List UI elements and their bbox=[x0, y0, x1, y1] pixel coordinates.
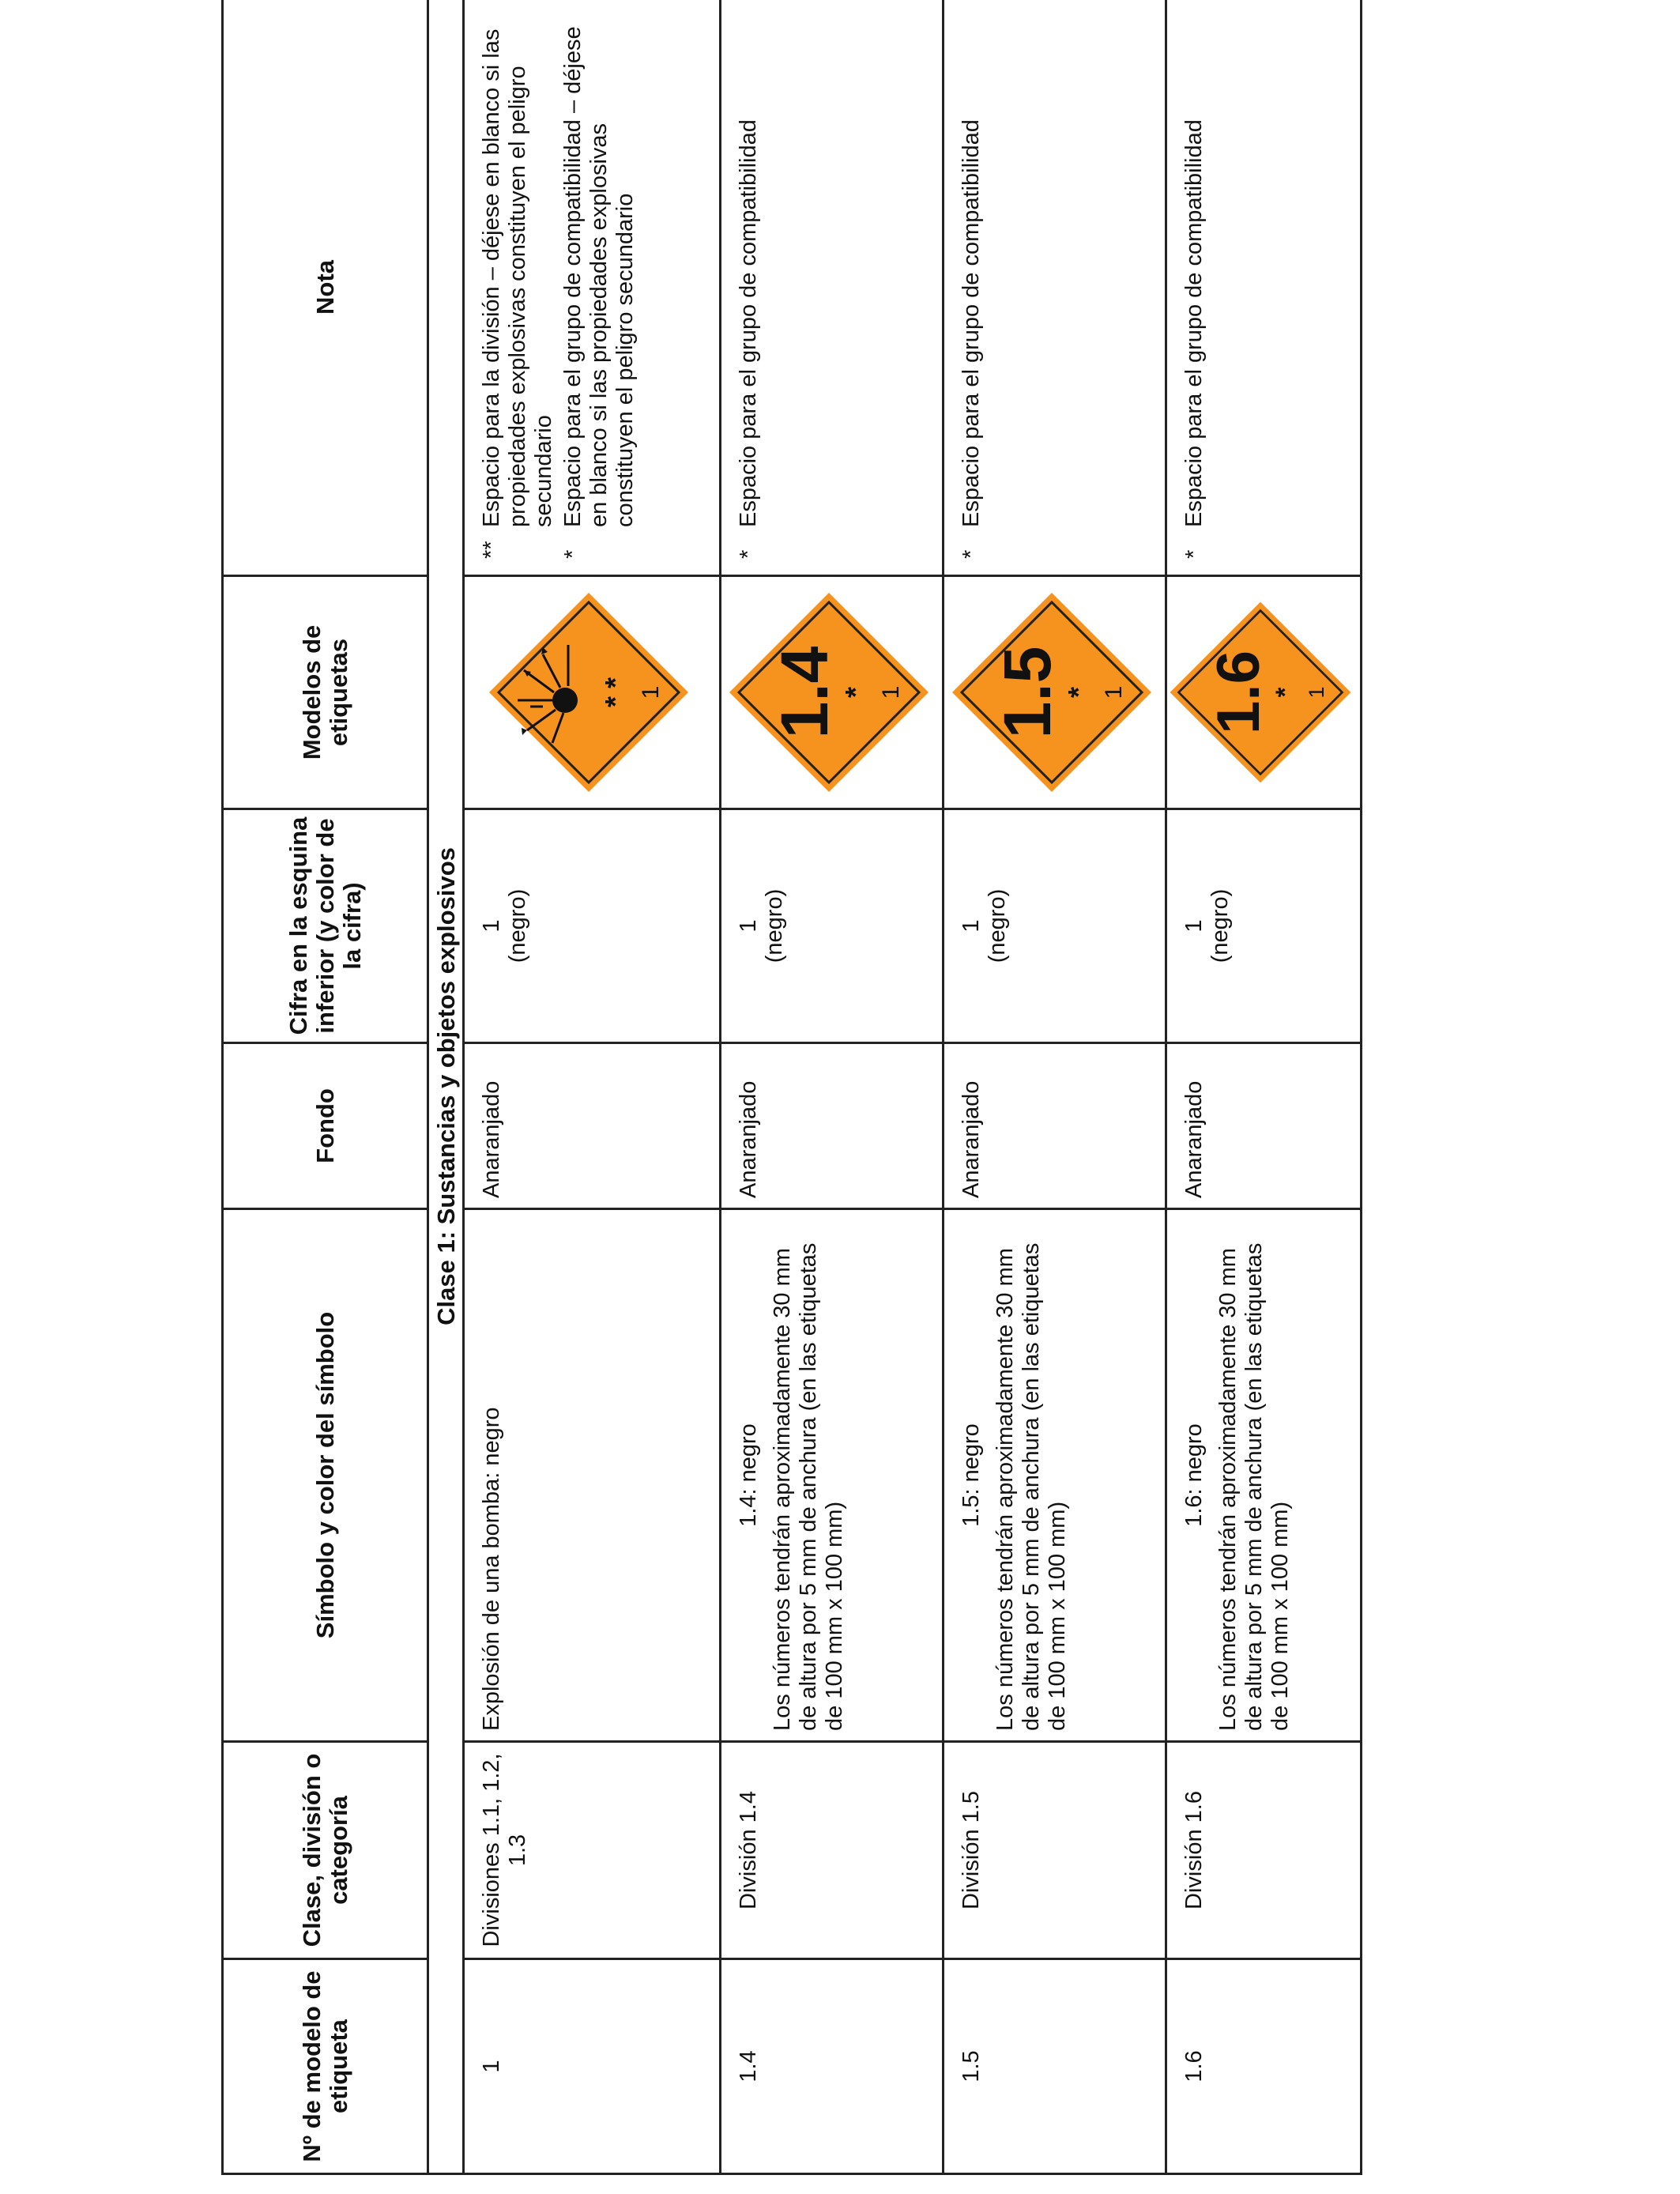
note-cell bbox=[464, 0, 721, 576]
note-text: Espacio para el grupo de compatibilidad bbox=[959, 119, 984, 527]
symbol-cell bbox=[1166, 1209, 1362, 1742]
section-title: Clase 1: Sustancias y objetos explosivos bbox=[428, 0, 464, 2174]
label-model-cell bbox=[721, 576, 944, 809]
symbol-cell bbox=[464, 1209, 721, 1742]
symbol-cell bbox=[721, 1209, 944, 1742]
symbol-dimensions: Los números tendrán aproximadamente 30 mm de altura por 5 mm de anchura (en las etiquetas de 100 mm x 100 mm) bbox=[770, 1242, 847, 1731]
corner-color: (negro) bbox=[1207, 888, 1233, 963]
rotated-page bbox=[221, 0, 1356, 2175]
label-model-cell bbox=[464, 576, 721, 809]
symbol-description: 1.4: negro bbox=[736, 1423, 761, 1527]
label-model-cell bbox=[1166, 576, 1362, 809]
corner-cell bbox=[464, 809, 721, 1043]
class-division: División 1.6 bbox=[1166, 1742, 1362, 1959]
header-models: Modelos de etiquetas bbox=[223, 576, 428, 809]
label-digit: 1 bbox=[1303, 686, 1328, 699]
header-model-no: Nº de modelo de etiqueta bbox=[223, 1959, 428, 2174]
header-symbol: Símbolo y color del símbolo bbox=[223, 1209, 428, 1742]
background-color: Anaranjado bbox=[1166, 1043, 1362, 1209]
corner-number: 1 bbox=[479, 919, 504, 933]
background-color: Anaranjado bbox=[721, 1043, 944, 1209]
symbol-dimensions: Los números tendrán aproximadamente 30 mm de altura por 5 mm de anchura (en las etiquetas de 100 mm x 100 mm) bbox=[1215, 1242, 1293, 1731]
note-text: Espacio para el grupo de compatibilidad – déjese en blanco si las propiedades explosivas constituyen el peligro secundario bbox=[560, 26, 638, 527]
label-1-4-diamond bbox=[726, 590, 932, 795]
corner-cell bbox=[1166, 809, 1362, 1043]
note-cell bbox=[721, 0, 944, 576]
model-no: 1.4 bbox=[721, 1959, 944, 2174]
symbol-description: Explosión de una bomba: negro bbox=[479, 1407, 504, 1731]
label-digit: 1 bbox=[877, 685, 904, 699]
table-row bbox=[464, 0, 721, 2174]
table-row bbox=[721, 0, 944, 2174]
note-text: Espacio para el grupo de compatibilidad bbox=[736, 119, 761, 527]
note-text: Espacio para el grupo de compatibilidad bbox=[1181, 119, 1207, 527]
header-corner: Cifra en la esquina inferior (y color de la cifra) bbox=[223, 809, 428, 1043]
note-cell bbox=[1166, 0, 1362, 576]
symbol-cell bbox=[944, 1209, 1166, 1742]
header-background: Fondo bbox=[223, 1043, 428, 1209]
note-mark: * bbox=[959, 549, 984, 559]
corner-color: (negro) bbox=[985, 888, 1010, 963]
label-1-diamond bbox=[486, 590, 691, 795]
background-color: Anaranjado bbox=[464, 1043, 721, 1209]
note-item bbox=[479, 8, 557, 559]
corner-color: (negro) bbox=[505, 888, 530, 963]
note-text: Espacio para la división – déjese en blanco si las propiedades explosivas constituyen el peligro secundario bbox=[479, 28, 556, 527]
note-cell bbox=[944, 0, 1166, 576]
label-number: 1.5 bbox=[989, 646, 1064, 739]
class-division: División 1.4 bbox=[721, 1742, 944, 1959]
note-item bbox=[736, 8, 762, 559]
note-mark: ** bbox=[479, 541, 504, 559]
class-division: Divisiones 1.1, 1.2, 1.3 bbox=[464, 1742, 721, 1959]
model-no: 1.5 bbox=[944, 1959, 1166, 2174]
label-stars: * bbox=[1269, 687, 1299, 698]
symbol-description: 1.6: negro bbox=[1181, 1423, 1207, 1527]
model-no: 1.6 bbox=[1166, 1959, 1362, 2174]
background-color: Anaranjado bbox=[944, 1043, 1166, 1209]
note-mark: * bbox=[1181, 549, 1207, 559]
note-mark: * bbox=[560, 549, 586, 559]
section-row bbox=[428, 0, 464, 2174]
label-stars: * bbox=[838, 686, 872, 699]
label-digit: 1 bbox=[1100, 685, 1127, 699]
label-number: 1.4 bbox=[767, 646, 842, 739]
symbol-dimensions: Los números tendrán aproximadamente 30 mm de altura por 5 mm de anchura (en las etiquetas de 100 mm x 100 mm) bbox=[993, 1242, 1070, 1731]
note-item bbox=[560, 8, 638, 559]
header-note: Nota bbox=[223, 0, 428, 576]
corner-color: (negro) bbox=[762, 888, 787, 963]
corner-number: 1 bbox=[959, 919, 984, 933]
label-model-cell bbox=[944, 576, 1166, 809]
corner-number: 1 bbox=[736, 919, 761, 933]
note-mark: * bbox=[736, 549, 761, 559]
table-row bbox=[944, 0, 1166, 2174]
table-row bbox=[1166, 0, 1362, 2174]
note-item bbox=[1181, 8, 1207, 559]
label-1-5-diamond bbox=[949, 590, 1155, 795]
header-class: Clase, división o categoría bbox=[223, 1742, 428, 1959]
label-1-6-diamond bbox=[1167, 599, 1354, 786]
labels-table bbox=[221, 0, 1362, 2175]
corner-number: 1 bbox=[1181, 919, 1207, 933]
model-no: 1 bbox=[464, 1959, 721, 2174]
label-stars: * * bbox=[599, 677, 631, 708]
note-item bbox=[959, 8, 985, 559]
label-number: 1.6 bbox=[1205, 650, 1273, 734]
label-stars: * bbox=[1061, 686, 1094, 699]
class-division: División 1.5 bbox=[944, 1742, 1166, 1959]
symbol-description: 1.5: negro bbox=[959, 1423, 984, 1527]
label-digit: 1 bbox=[638, 685, 664, 699]
corner-cell bbox=[721, 809, 944, 1043]
header-row bbox=[223, 0, 428, 2174]
corner-cell bbox=[944, 809, 1166, 1043]
